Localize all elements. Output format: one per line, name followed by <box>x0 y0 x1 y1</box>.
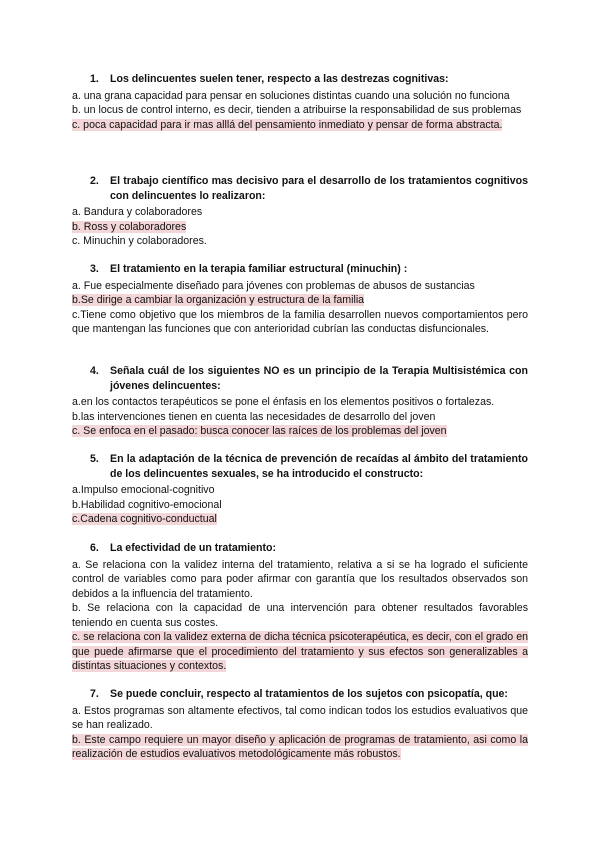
answer-option-correct: c.Cadena cognitivo-conductual <box>72 513 217 525</box>
answer-option-correct: b. Este campo requiere un mayor diseño y aplicación de programas de tratamiento, asi como la realización de estudios evaluativos metodológicamente más robustos. <box>72 733 528 760</box>
answer-option-correct: b.Se dirige a cambiar la organización y estructura de la familia <box>72 294 365 306</box>
answer-option: a. Fue especialmente diseñado para jóvenes con problemas de abusos de sustancias <box>72 279 475 292</box>
answer-option: a.en los contactos terapéuticos se pone el énfasis en los elementos positivos o fortalezas. <box>72 396 495 408</box>
question-title <box>72 452 528 481</box>
answer-option: b. un locus de control interno, es decir, tienden a atribuirse la responsabilidad de sus problemas <box>72 104 522 116</box>
question-number: 4. <box>90 365 99 377</box>
answer-option: c. Minuchin y colaboradores. <box>72 235 207 247</box>
question-text: Los delincuentes suelen tener, respecto a las destrezas cognitivas: <box>110 73 449 85</box>
answer-option: b.las intervenciones tienen en cuenta las necesidades de desarrollo del joven <box>72 410 436 423</box>
question-2 <box>72 174 528 249</box>
question-4 <box>72 364 528 439</box>
question-number: 3. <box>90 263 99 275</box>
question-number: 1. <box>90 73 99 85</box>
question-title <box>72 364 528 393</box>
answer-option: a. Bandura y colaboradores <box>72 206 203 218</box>
question-number: 5. <box>90 453 99 465</box>
question-title <box>72 262 528 277</box>
answer-option-correct: b. Ross y colaboradores <box>72 220 187 233</box>
question-title <box>72 541 528 556</box>
question-text: El trabajo científico mas decisivo para el desarrollo de los tratamientos cognitivos con delincuentes lo realizaron: <box>110 175 528 202</box>
answer-option-correct: c. se relaciona con la validez externa de dicha técnica psicoterapéutica, es decir, con el grado en que puede afirmarse que el procedimiento del tratamiento y sus efectos son generalizables a distintas situaciones y contextos. <box>72 631 528 672</box>
answer-option: a.Impulso emocional-cognitivo <box>72 484 215 496</box>
question-title <box>72 72 528 87</box>
question-5 <box>72 452 528 527</box>
question-number: 6. <box>90 542 99 554</box>
answer-option-correct: c. Se enfoca en el pasado: busca conocer las raíces de los problemas del joven <box>72 425 447 437</box>
answer-option: a. una grana capacidad para pensar en soluciones distintas cuando una solución no funciona <box>72 89 510 102</box>
question-6 <box>72 541 528 674</box>
question-title <box>72 174 528 203</box>
question-text: Se puede concluir, respecto al tratamientos de los sujetos con psicopatía, que: <box>110 688 508 700</box>
answer-option: a. Se relaciona con la validez interna del tratamiento, relativa a si se ha logrado el suficiente control de variables como para poder afirmar con garantía que los resultados observados son debidos a la influencia del tratamiento. <box>72 558 528 600</box>
question-text: En la adaptación de la técnica de prevención de recaídas al ámbito del tratamiento de los delincuentes sexuales, se ha introducido el constructo: <box>110 453 528 480</box>
question-number: 7. <box>90 688 99 700</box>
question-number: 2. <box>90 175 99 187</box>
answer-option: a. Estos programas son altamente efectivos, tal como indican todos los estudios evaluativos que se han realizado. <box>72 704 528 731</box>
question-title <box>72 687 528 702</box>
answer-option: c.Tiene como objetivo que los miembros de la familia desarrollen nuevos comportamientos pero que mantengan las funciones que con anterioridad cubrían las conductas disfuncionales. <box>72 308 528 335</box>
question-text: El tratamiento en la terapia familiar estructural (minuchin) : <box>110 263 408 275</box>
answer-option: b.Habilidad cognitivo-emocional <box>72 498 222 511</box>
question-7 <box>72 687 528 762</box>
answer-option-correct: c. poca capacidad para ir mas alllá del pensamiento inmediato y pensar de forma abstracta. <box>72 118 503 131</box>
question-text: Señala cuál de los siguientes NO es un principio de la Terapia Multisistémica con jóvenes delincuentes: <box>110 365 528 392</box>
question-3 <box>72 262 528 337</box>
question-text: La efectividad de un tratamiento: <box>110 542 276 554</box>
question-1 <box>72 72 528 132</box>
answer-option: b. Se relaciona con la capacidad de una intervención para obtener resultados favorables teniendo en cuenta sus costes. <box>72 602 528 629</box>
